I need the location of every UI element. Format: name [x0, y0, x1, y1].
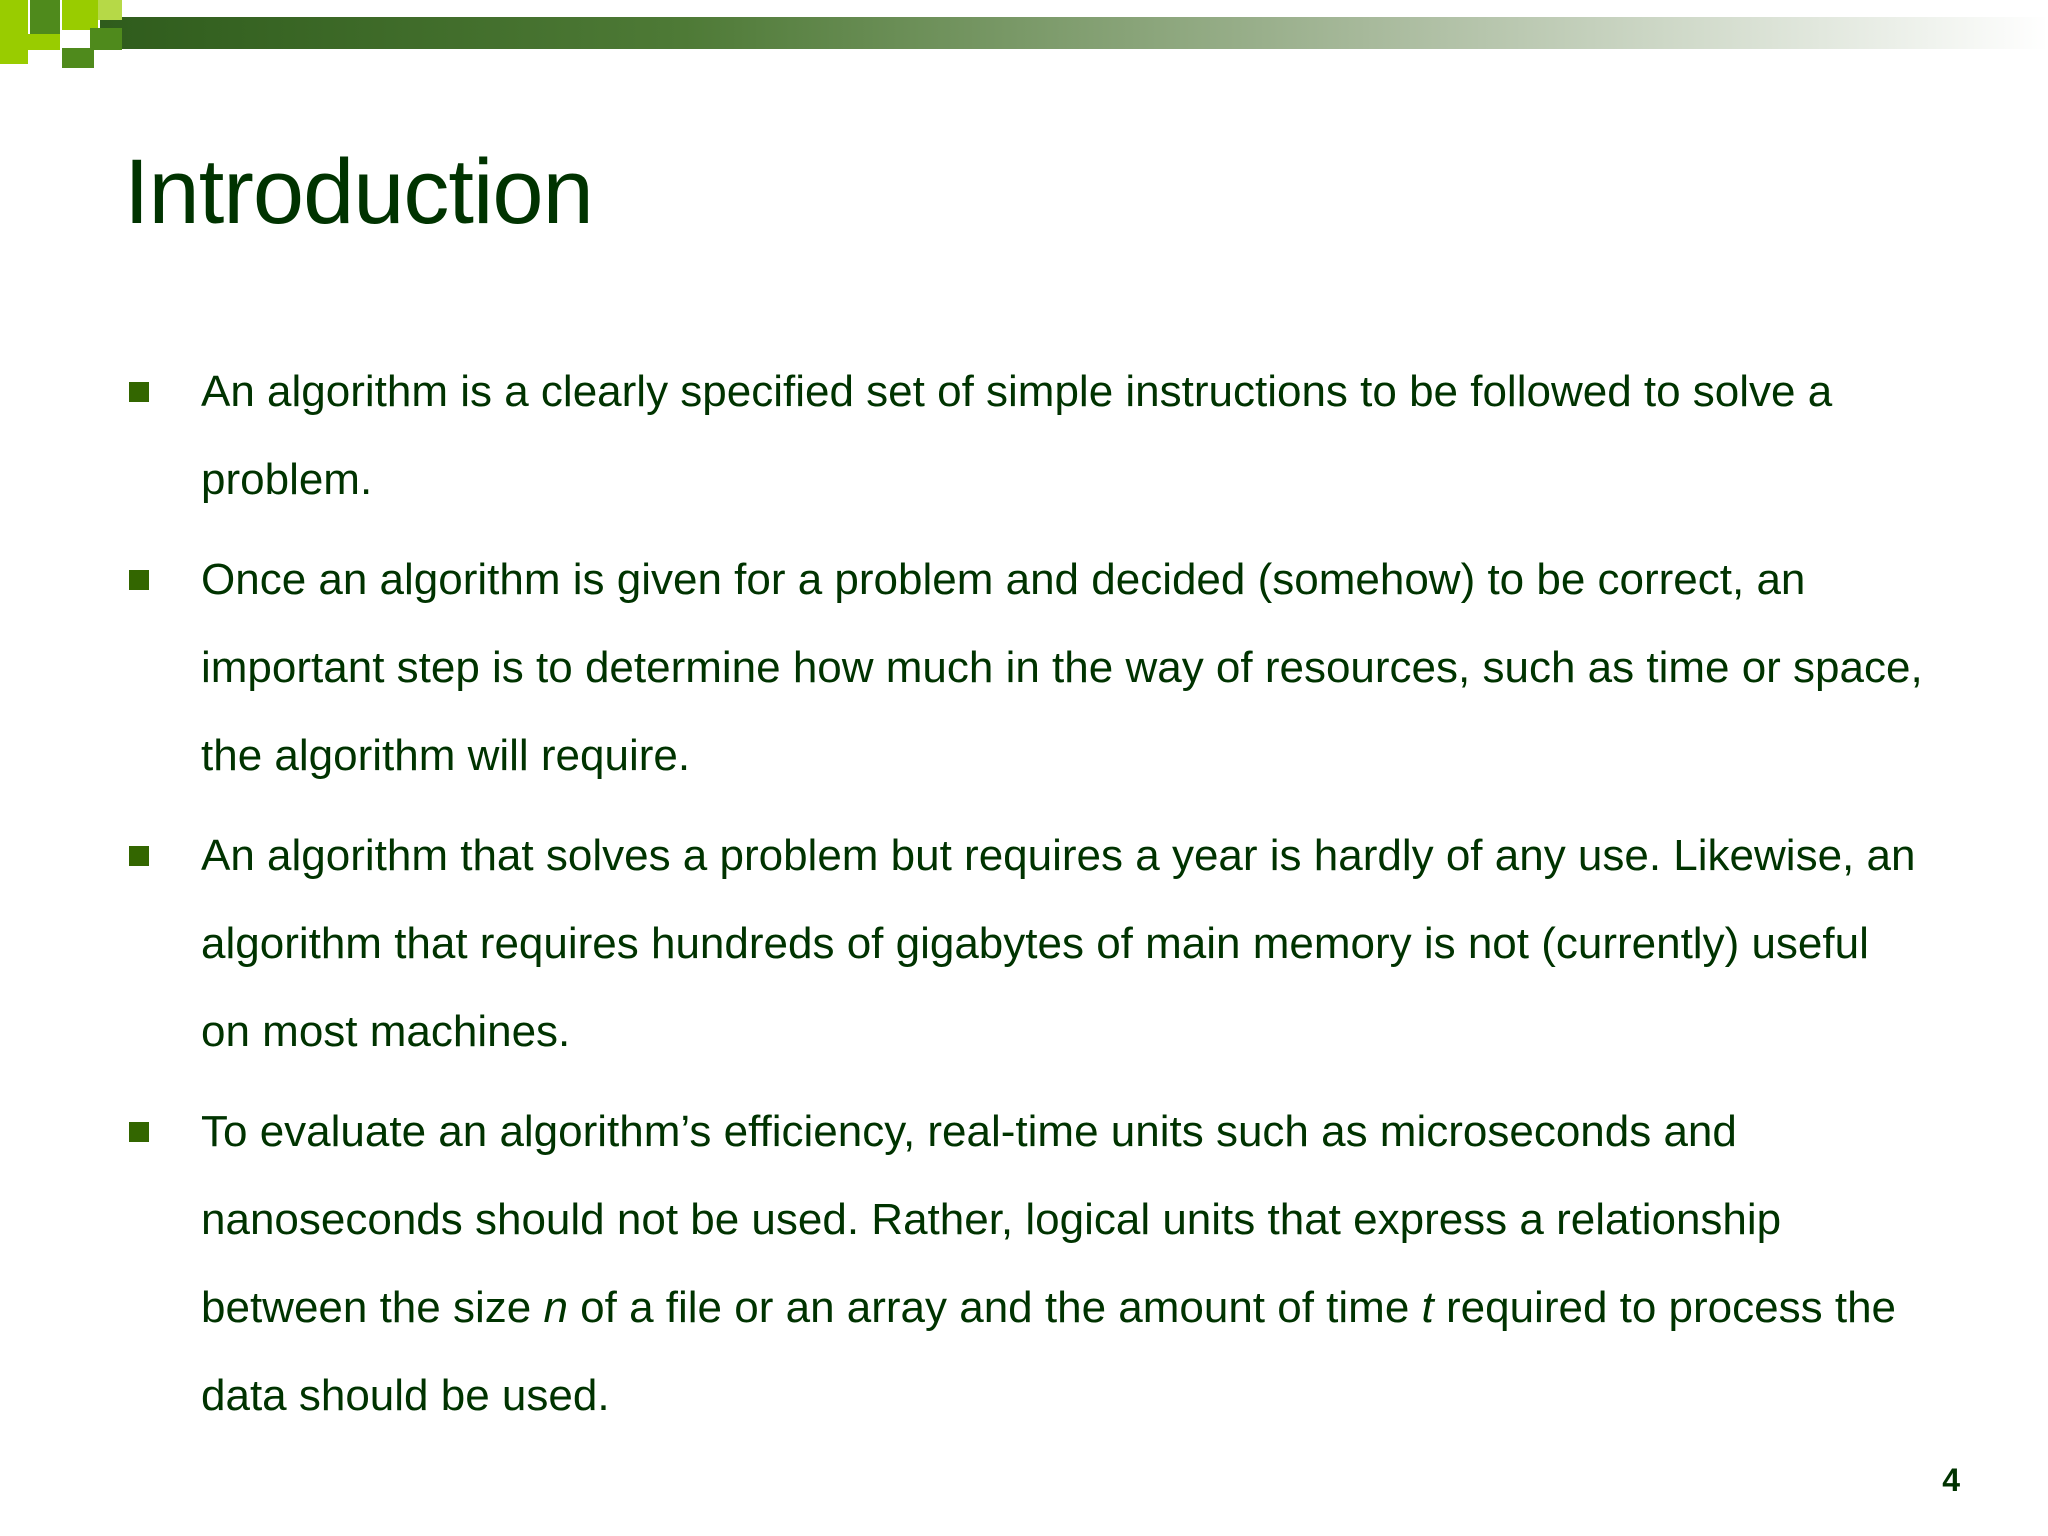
bullet-text-segment: of a file or an array and the amount of time — [567, 1283, 1422, 1332]
variable-t: t — [1421, 1283, 1434, 1332]
bullet-list — [124, 348, 1924, 1452]
bullet-text: Once an algorithm is given for a problem and decided (somehow) to be correct, an important step is to determine how much in the way of resources, such as time or space, the algorithm will require. — [201, 555, 1923, 780]
corner-decoration-square — [28, 34, 60, 50]
square-bullet-icon — [129, 1122, 149, 1142]
bullet-text: An algorithm is a clearly specified set of simple instructions to be followed to solve a problem. — [201, 367, 1833, 504]
square-bullet-icon — [129, 382, 149, 402]
slide-title: Introduction — [124, 141, 593, 243]
bullet-item — [124, 536, 1924, 800]
bullet-item — [124, 1088, 1924, 1440]
bullet-item — [124, 348, 1924, 524]
corner-decoration-square — [62, 0, 98, 30]
bullet-text: An algorithm that solves a problem but requires a year is hardly of any use. Likewise, an algorithm that requires hundreds of gigabytes of main memory is not (currently) useful on most machines. — [201, 831, 1916, 1056]
bullet-item — [124, 812, 1924, 1076]
bullet-text-segment: required to process the data should be used. — [201, 1283, 1897, 1420]
square-bullet-icon — [129, 570, 149, 590]
variable-n: n — [543, 1283, 568, 1332]
corner-decoration-square — [98, 0, 122, 20]
square-bullet-icon — [129, 846, 149, 866]
bullet-text — [201, 1107, 1896, 1420]
corner-decoration-square — [62, 48, 94, 68]
page-number: 4 — [1942, 1462, 1960, 1498]
header-gradient-bar — [100, 17, 2048, 49]
corner-decoration-square — [0, 0, 28, 64]
corner-decoration-square — [30, 0, 60, 34]
corner-decoration-square — [90, 28, 122, 50]
bullet-text-segment: To evaluate an algorithm’s efficiency, real-time units such as microseconds and nanoseconds should not be used. Rather, logical units that express a relationship between the size — [201, 1107, 1782, 1332]
